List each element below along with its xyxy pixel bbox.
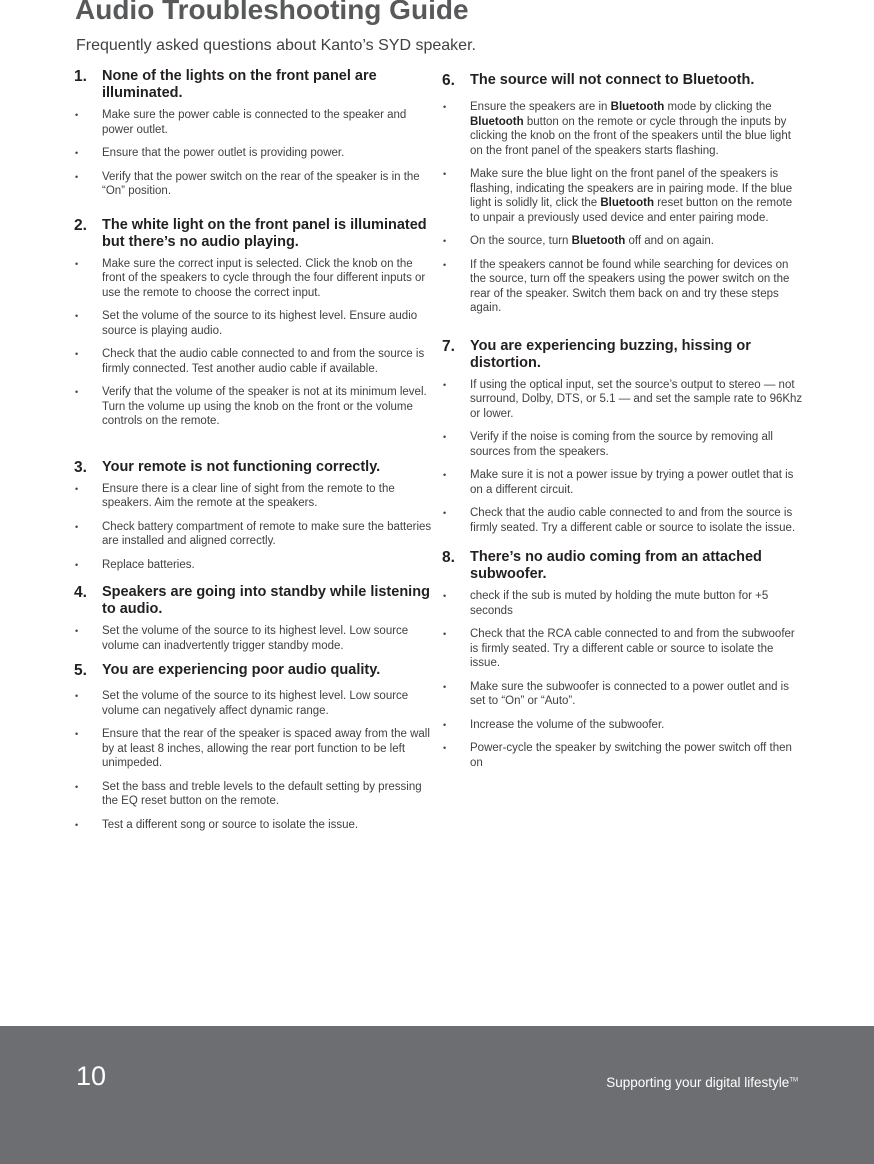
bullet-icon: • xyxy=(443,102,447,112)
bullet-icon: • xyxy=(75,819,79,830)
list-item: • Ensure there is a clear line of sight from the remote to the speakers. Aim the remote at the speakers. xyxy=(75,482,395,509)
faq-section-7 xyxy=(442,338,804,536)
bullet-icon: • xyxy=(75,729,79,739)
list-item: • Ensure that the power outlet is providing power. xyxy=(75,147,345,159)
page-title: Audio Troubleshooting Guide xyxy=(75,0,469,25)
section-number: 3. xyxy=(74,458,87,476)
section-number: 1. xyxy=(74,68,87,85)
list-item: • Power-cycle the speaker by switching the power switch off then on xyxy=(443,742,792,769)
list-item: • Make sure it is not a power issue by trying a power outlet that is on a different circuit. xyxy=(443,469,794,496)
list-item: • Set the volume of the source to its highest level. Ensure audio source is playing audio. xyxy=(75,310,418,337)
trademark-mark: TM xyxy=(789,1077,798,1084)
section-number: 5. xyxy=(74,662,87,679)
list-item: • Increase the volume of the subwoofer. xyxy=(443,718,665,731)
bullet-icon: • xyxy=(75,387,79,397)
list-item: • Make sure the power cable is connected to the speaker and power outlet. xyxy=(75,109,407,136)
section-number: 4. xyxy=(74,584,87,601)
tagline-text: Supporting your digital lifestyle xyxy=(606,1075,790,1090)
list-item: • Check that the audio cable connected to and from the source is firmly seated. Try a different cable or source to isolate the issue. xyxy=(443,507,796,534)
section-number: 8. xyxy=(442,549,455,566)
bullet-icon: • xyxy=(443,743,447,753)
bullet-icon: • xyxy=(75,349,79,359)
list-item: • Replace batteries. xyxy=(75,558,195,571)
bullet-icon: • xyxy=(75,521,79,532)
faq-section-5 xyxy=(74,662,436,832)
bullet-icon: • xyxy=(443,432,447,442)
list-item: • Test a different song or source to isolate the issue. xyxy=(75,818,359,831)
faq-section-4 xyxy=(74,584,436,653)
list-item: • Make sure the blue light on the front panel of the speakers is flashing, indicating the speakers are in pairing mode. If the blue light is solidly lit, click the Bluetooth reset button on the remote to unpair a previously used device and enter pairing mode. xyxy=(443,168,793,224)
list-item: • Set the bass and treble levels to the default setting by pressing the EQ reset button on the remote. xyxy=(75,780,422,807)
section-title: The source will not connect to Bluetooth. xyxy=(470,72,755,88)
left-column xyxy=(74,68,436,841)
bullet-icon: • xyxy=(443,508,447,518)
list-item: • Check that the audio cable connected to and from the source is firmly connected. Test another audio cable if available. xyxy=(75,348,425,375)
section-number: 7. xyxy=(442,337,455,355)
bullet-icon: • xyxy=(75,781,79,792)
bullet-icon: • xyxy=(75,483,79,494)
faq-section-2 xyxy=(74,217,436,429)
section-title: Speakers are going into standby while listening to audio. xyxy=(102,584,430,617)
bullet-icon: • xyxy=(443,470,447,480)
bullet-icon: • xyxy=(443,591,447,601)
page-subtitle: Frequently asked questions about Kanto’s SYD speaker. xyxy=(76,37,476,54)
list-item: • On the source, turn Bluetooth off and on again. xyxy=(443,235,714,247)
section-title: You are experiencing buzzing, hissing or distortion. xyxy=(470,337,751,371)
list-item: • Set the volume of the source to its highest level. Low source volume can inadvertently trigger standby mode. xyxy=(75,625,409,652)
bullet-icon: • xyxy=(75,691,79,701)
bullet-icon: • xyxy=(443,719,447,730)
section-title: You are experiencing poor audio quality. xyxy=(102,662,381,678)
page-footer xyxy=(0,1026,874,1164)
bullet-icon: • xyxy=(75,148,79,158)
bullet-icon: • xyxy=(443,169,447,179)
section-title: The white light on the front panel is illuminated but there’s no audio playing. xyxy=(102,216,427,250)
list-item: • If using the optical input, set the source’s output to stereo — not surround, Dolby, DTS, or 5.1 — and set the sample rate to 96Khz or lower. xyxy=(443,378,803,420)
section-title: None of the lights on the front panel are illuminated. xyxy=(102,68,377,101)
list-item: • Verify that the volume of the speaker is not at its minimum level. Turn the volume up using the knob on the front or the volume controls on the remote. xyxy=(75,386,427,427)
faq-section-3 xyxy=(74,459,436,573)
page-number: 10 xyxy=(76,1061,107,1091)
bullet-icon: • xyxy=(443,681,447,692)
footer-tagline xyxy=(606,1075,798,1090)
section-title: Your remote is not functioning correctly. xyxy=(102,458,381,475)
right-column xyxy=(442,68,804,779)
faq-section-8 xyxy=(442,549,804,770)
bullet-icon: • xyxy=(75,626,79,636)
bullet-icon: • xyxy=(443,259,447,270)
section-number: 6. xyxy=(442,72,455,89)
bullet-icon: • xyxy=(75,258,79,269)
list-item: • Set the volume of the source to its highest level. Low source volume can negatively affect dynamic range. xyxy=(75,690,409,717)
list-item: • Ensure the speakers are in Bluetooth mode by clicking the Bluetooth button on the remote or cycle through the inputs by clicking the knob on the front of the speakers until the blue light on the front panel of the speakers starts flashing. xyxy=(443,101,791,157)
bullet-icon: • xyxy=(443,379,447,390)
bullet-icon: • xyxy=(443,236,447,246)
bullet-icon: • xyxy=(75,110,79,120)
section-title: There’s no audio coming from an attached subwoofer. xyxy=(470,549,762,582)
list-item: • Verify that the power switch on the rear of the speaker is in the “On” position. xyxy=(75,170,420,197)
bullet-icon: • xyxy=(443,629,447,639)
faq-section-6 xyxy=(442,72,804,316)
list-item: • check if the sub is muted by holding the mute button for +5 seconds xyxy=(443,590,769,617)
bullet-icon: • xyxy=(75,171,79,182)
list-item: • Check that the RCA cable connected to and from the subwoofer is firmly seated. Try a different cable or source to isolate the issue. xyxy=(443,628,795,669)
list-item: • Verify if the noise is coming from the source by removing all sources from the speakers. xyxy=(443,431,773,458)
list-item: • Ensure that the rear of the speaker is spaced away from the wall by at least 8 inches, allowing the rear port function to be left unimpeded. xyxy=(75,728,430,769)
list-item: • Make sure the subwoofer is connected to a power outlet and is set to “On” or “Auto”. xyxy=(443,680,789,707)
list-item: • Check battery compartment of remote to make sure the batteries are installed and aligned correctly. xyxy=(75,520,432,547)
list-item: • Make sure the correct input is selected. Click the knob on the front of the speakers to cycle through the four different inputs or use the remote to choose the correct input. xyxy=(75,257,426,299)
bullet-icon: • xyxy=(75,559,79,570)
bullet-icon: • xyxy=(75,311,79,321)
section-number: 2. xyxy=(74,216,87,234)
faq-section-1 xyxy=(74,68,436,199)
list-item: • If the speakers cannot be found while searching for devices on the source, turn off the speakers using the power switch on the rear of the speaker. Switch them back on and try these steps again. xyxy=(443,258,790,314)
